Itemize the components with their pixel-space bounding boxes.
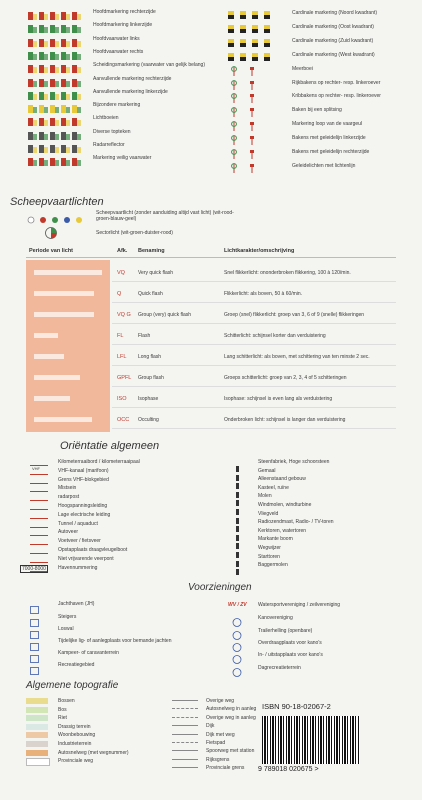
- orientatie-label: VHF-kanaal (marifoon): [58, 467, 109, 474]
- cardinal-marker-label: Kribbakens op rechter- resp. linkeroever: [292, 93, 381, 100]
- light-description: Onderbroken licht: schijnsel is langer dan verduistering: [224, 417, 346, 423]
- light-period-bar: [34, 333, 58, 338]
- landmark-label: Steenfabriek, Hoge schoorsteen: [258, 459, 330, 465]
- topo-line-symbol: [172, 767, 198, 770]
- topo-label: Drassig terrein: [58, 723, 91, 730]
- orientatie-label: Autoveer: [58, 529, 79, 536]
- landmark-label: Vliegveld: [258, 510, 279, 517]
- facility-label: Kampeer- of caravanterrein: [58, 650, 119, 656]
- light-abbr: ISO: [117, 396, 127, 402]
- orientatie-label: Tunnel / aquaduct: [58, 520, 98, 527]
- table-header-rule: [26, 257, 396, 258]
- topo-line-symbol: [172, 759, 198, 762]
- orientatie-label: radarpost: [58, 494, 80, 501]
- topo-swatch: [26, 707, 48, 713]
- cardinal-marker-icon: [228, 161, 276, 179]
- ship-light-label: Scheepvaartlicht (zonder aanduiding altijd vast licht) (wit-rood-groen-blauw-geel): [96, 210, 234, 222]
- cardinal-marker-label: Geleidelichten met lichtenlijn: [292, 162, 356, 169]
- buoy-marker-label: Scheidingsmarkering (vaarwater van gelijk belang): [93, 62, 205, 69]
- topo-label: Provinciale weg: [58, 758, 94, 765]
- buoy-marker-label: Aanvullende markering rechterzijde: [93, 75, 172, 82]
- light-period-bar: [34, 375, 80, 380]
- light-period-bar: [34, 312, 94, 317]
- buoy-marker-label: Aanvullende markering linkerzijde: [93, 88, 168, 95]
- topo-line-symbol: [172, 700, 198, 703]
- landmark-label: Baggermolen: [258, 562, 288, 569]
- sector-light-icon: [44, 226, 58, 245]
- table-row-rule: [112, 281, 396, 282]
- light-abbr: FL: [117, 333, 124, 339]
- light-name: Isophase: [138, 396, 159, 402]
- orientatie-label: Niet vrijvarende veerpont: [58, 555, 114, 562]
- light-name: Group flash: [138, 375, 164, 381]
- section-title-orientatie: Oriëntatie algemeen: [60, 440, 160, 452]
- topo-line-symbol: [172, 708, 198, 711]
- landmark-label: Molen: [258, 493, 272, 500]
- section-title-topografie: Algemene topografie: [26, 680, 119, 691]
- col-afk: Afk.: [117, 248, 128, 254]
- club-label: Dagrecreatieterrein: [258, 665, 301, 671]
- light-abbr: OCC: [117, 417, 130, 423]
- landmark-label: Kerktoren, watertoren: [258, 527, 307, 534]
- orientatie-label: Havennummering: [58, 564, 98, 571]
- col-periode: Periode van licht: [29, 248, 74, 254]
- facility-label: Loswal: [58, 626, 74, 632]
- topo-label: Bos: [58, 706, 67, 713]
- facility-label: Jachthaven (JH): [58, 601, 95, 607]
- topo-line-label: Dijk: [206, 723, 215, 730]
- table-row-rule: [112, 365, 396, 366]
- light-name: Very quick flash: [138, 270, 174, 276]
- table-row-rule: [112, 428, 396, 429]
- section-title-voorzieningen: Voorzieningen: [188, 582, 252, 593]
- topo-swatch: [26, 741, 48, 747]
- light-description: Snel flikkerlicht: ononderbroken flikkering, 100 à 120/min.: [224, 270, 351, 276]
- landmark-label: Radiozendmast, Radio- / TV-toren: [258, 519, 334, 526]
- barcode-digits: 9 789018 020675 >: [258, 766, 319, 773]
- table-row-rule: [112, 344, 396, 345]
- topo-swatch: [26, 698, 48, 704]
- light-description: Isophase: schijnsel is even lang als verduistering: [224, 396, 333, 402]
- facility-icon: [30, 662, 40, 680]
- buoy-marker-icon: [28, 154, 86, 172]
- topo-label: Autosnelweg (met wegnummer): [58, 749, 129, 756]
- light-name: Group (very) quick flash: [138, 312, 192, 318]
- buoy-marker-label: Radarreflector: [93, 142, 125, 148]
- club-icon: [232, 664, 242, 682]
- orientatie-symbol: [30, 512, 48, 519]
- light-period-bar: [34, 291, 94, 296]
- orientatie-label: Hoogspanningsleiding: [58, 503, 108, 509]
- landmark-label: Wegwijzer: [258, 545, 281, 551]
- landmark-label: Windmolen, windturbine: [258, 502, 312, 508]
- facility-label: Tijdelijke lig- of aanlegplaats voor bemande jachten: [58, 638, 172, 644]
- landmark-icon: [234, 562, 242, 580]
- orientatie-label: Mistsein: [58, 485, 77, 492]
- orientatie-symbol: [30, 547, 48, 554]
- club-label: Trailerhelling (openbare): [258, 628, 313, 634]
- light-description: Schitterlicht: schijnsel korter dan verduistering: [224, 333, 326, 339]
- table-row-rule: [112, 386, 396, 387]
- light-name: Quick flash: [138, 291, 163, 297]
- topo-line-symbol: [172, 734, 198, 737]
- club-label: Kanovereniging: [258, 615, 293, 621]
- topo-line-label: Overige weg in aanleg: [206, 714, 256, 721]
- landmark-label: Alleenstaand gebouw: [258, 476, 306, 483]
- landmark-label: Markante boom: [258, 536, 293, 543]
- table-row-rule: [112, 407, 396, 408]
- light-period-bar: [34, 270, 102, 275]
- light-abbr: VQ G: [117, 312, 131, 318]
- col-benaming: Benaming: [138, 248, 165, 254]
- topo-swatch: [26, 715, 48, 721]
- topo-line-label: Dijk met weg: [206, 731, 235, 738]
- light-period-bar: [34, 354, 64, 359]
- cardinal-marker-label: Bakens met geleidelijn rechterzijde: [292, 149, 370, 155]
- cardinal-marker-label: Cardinale markering (Oost kwadrant): [292, 23, 374, 30]
- orientatie-label: Kilometerraaibord / kilometerraaipaal: [58, 459, 140, 465]
- landmark-label: Gemaal: [258, 467, 276, 474]
- buoy-marker-label: Hoofdmarkering rechterzijde: [93, 9, 156, 15]
- topo-line-label: Rijksgrens: [206, 756, 230, 763]
- orientatie-symbol: [30, 477, 48, 484]
- table-row-rule: [112, 302, 396, 303]
- orientatie-label: Opstapplaats draagvleugelboot: [58, 547, 128, 553]
- topo-line-label: Spoorweg met station: [206, 748, 255, 755]
- barcode-image: [262, 716, 360, 764]
- light-description: Lang schitterlicht: als boven, met schittering van ten minste 2 sec.: [224, 354, 370, 360]
- topo-label: Bossen: [58, 698, 75, 704]
- havennummer-badge: 7000-8000: [22, 566, 46, 572]
- light-name: Flash: [138, 333, 151, 339]
- topo-swatch: [26, 758, 50, 766]
- topo-line-label: Fietspad: [206, 740, 226, 746]
- orientatie-symbol: [30, 494, 48, 501]
- buoy-marker-label: Bijzondere markering: [93, 102, 141, 109]
- wv-zv-label: WV / ZV: [228, 602, 247, 608]
- light-abbr: GPFL: [117, 375, 132, 381]
- topo-line-label: Overige weg: [206, 698, 235, 704]
- light-name: Long flash: [138, 354, 162, 360]
- orientatie-label: Voetveer / fietsveer: [58, 538, 101, 545]
- buoy-marker-label: Diverse topteken: [93, 128, 131, 135]
- vhf-badge: VHF: [32, 466, 40, 471]
- topo-line-symbol: [172, 725, 198, 728]
- facility-label: Recreatiegebied: [58, 662, 95, 668]
- landmark-label: Kasteel, ruïne: [258, 484, 289, 491]
- table-row-rule: [112, 323, 396, 324]
- topo-label: Industrieterrein: [58, 741, 92, 747]
- orientatie-symbol: [30, 521, 48, 528]
- facility-label: Steigers: [58, 614, 77, 620]
- orientatie-symbol: [30, 538, 48, 545]
- topo-label: Woonbebouwing: [58, 732, 96, 739]
- club-label: In- / uitstapplaats voor kano's: [258, 652, 323, 658]
- orientatie-symbol: [30, 459, 48, 466]
- orientatie-symbol: [30, 485, 48, 492]
- light-name: Occulting: [138, 417, 159, 423]
- light-description: Flikkerlicht: als boven, 50 à 60/min.: [224, 291, 303, 297]
- cardinal-marker-label: Cardinale markering (Noord kwadrant): [292, 10, 378, 16]
- sector-light-label: Sectorlicht (wit-groen-duister-rood): [96, 230, 173, 236]
- orientatie-label: Lage electrische leiding: [58, 511, 111, 518]
- section-title-scheepvaartlichten: Scheepvaartlichten: [10, 196, 104, 208]
- orientatie-symbol: [30, 503, 48, 510]
- buoy-marker-label: Markering veilig vaarwater: [93, 155, 152, 162]
- ship-light-icon: [27, 212, 91, 230]
- cardinal-marker-label: Rijkbakens op rechter- resp. linkeroever: [292, 79, 381, 86]
- buoy-marker-label: Lichtboeien: [93, 115, 119, 122]
- cardinal-marker-label: Markering loop van de vaargeul: [292, 121, 363, 128]
- topo-line-label: Provinciale grens: [206, 765, 245, 772]
- light-period-bar: [34, 396, 70, 401]
- light-description: Groep (snel) flikkerlicht: groep van 3, 6 of 9 (snelle) flikkeringen: [224, 312, 365, 318]
- club-label: Watersportvereniging / zeilvereniging: [258, 602, 341, 608]
- topo-swatch: [26, 750, 48, 756]
- buoy-marker-label: Hoofdmarkering linkerzijde: [93, 22, 153, 29]
- cardinal-marker-label: Cardinale markering (Zuid kwadrant): [292, 37, 374, 44]
- topo-line-symbol: [172, 750, 198, 753]
- buoy-marker-label: Hoofdvaarwater rechts: [93, 48, 144, 55]
- light-period-bar: [34, 417, 92, 422]
- light-period-panel: [26, 260, 110, 432]
- col-lichtkarakter: Lichtkarakter/omschrijving: [224, 248, 295, 254]
- topo-line-symbol: [172, 717, 198, 720]
- topo-line-symbol: [172, 742, 198, 745]
- cardinal-marker-label: Bakens met geleidelijn linkerzijde: [292, 135, 366, 142]
- light-abbr: LFL: [117, 354, 127, 360]
- light-description: Groeps schitterlicht: groep van 2, 3, 4 of 5 schitteringen: [224, 375, 347, 381]
- topo-line-label: Autosnelweg in aanleg: [206, 706, 257, 713]
- topo-label: Riet: [58, 715, 67, 722]
- buoy-marker-label: Hoofdvaarwater links: [93, 35, 140, 42]
- isbn-text: ISBN 90-18-02067-2: [262, 702, 331, 711]
- cardinal-marker-label: Cardinale markering (West kwadrant): [292, 51, 375, 58]
- cardinal-marker-label: Meerboei: [292, 65, 313, 72]
- topo-swatch: [26, 724, 48, 730]
- landmark-label: Starttoren: [258, 553, 280, 560]
- orientatie-symbol: [30, 556, 48, 563]
- club-label: Overdraagplaats voor kano's: [258, 640, 322, 646]
- cardinal-marker-label: Baken bij een splitsing: [292, 107, 342, 114]
- light-abbr: VQ: [117, 270, 125, 276]
- orientatie-label: Grens VHF-blokgebied: [58, 476, 109, 483]
- orientatie-symbol: [30, 529, 48, 536]
- topo-swatch: [26, 732, 48, 738]
- light-abbr: Q: [117, 291, 122, 297]
